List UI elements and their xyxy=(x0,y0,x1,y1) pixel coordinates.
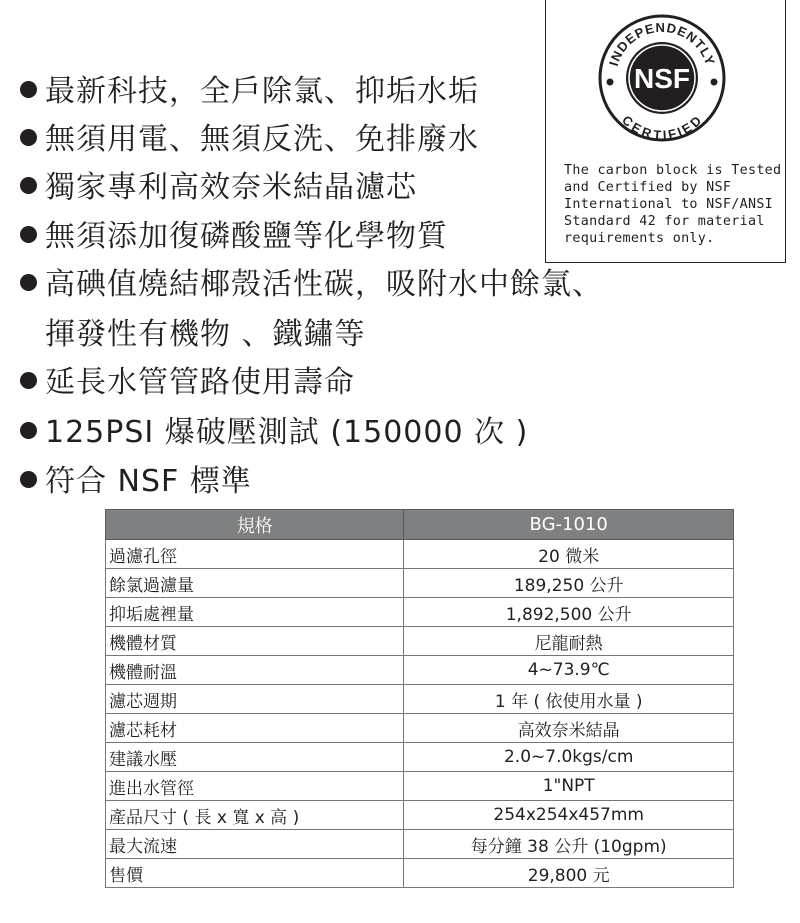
feature-text: 揮發性有機物 、鐵鏽等 xyxy=(45,317,366,352)
spec-label: 餘氯過濾量 xyxy=(106,569,404,598)
feature-item xyxy=(20,363,355,403)
svg-text:CERTIFIED xyxy=(619,112,705,142)
bullet-icon xyxy=(20,471,37,488)
feature-item-continued xyxy=(45,315,366,355)
spec-header-label: 規格 xyxy=(106,510,404,540)
bullet-icon xyxy=(20,129,37,146)
feature-item xyxy=(20,168,417,208)
feature-text: 無須用電、無須反洗、免排廢水 xyxy=(45,122,479,157)
nsf-certified-seal-icon xyxy=(596,12,728,144)
bullet-icon xyxy=(20,422,37,439)
feature-text: 延長水管管路使用壽命 xyxy=(45,365,355,400)
spec-label: 產品尺寸 ( 長 x 寬 x 高 ) xyxy=(106,801,404,830)
table-row xyxy=(106,598,734,627)
feature-text: 125PSI 爆破壓測試 (150000 次 ) xyxy=(45,415,529,450)
bullet-icon xyxy=(20,274,37,291)
nsf-ring-top-text: INDEPENDENTLY xyxy=(605,19,719,68)
table-row xyxy=(106,830,734,859)
spec-label: 機體材質 xyxy=(106,627,404,656)
spec-value: 高效奈米結晶 xyxy=(404,714,734,743)
spec-table xyxy=(105,509,734,888)
table-row xyxy=(106,685,734,714)
spec-label: 售價 xyxy=(106,859,404,888)
feature-item xyxy=(20,217,448,257)
table-row xyxy=(106,540,734,569)
spec-value: 1,892,500 公升 xyxy=(404,598,734,627)
feature-item xyxy=(20,413,528,453)
spec-label: 建議水壓 xyxy=(106,743,404,772)
spec-value: 2.0~7.0kgs/cm xyxy=(404,743,734,772)
nsf-caption xyxy=(564,162,782,247)
nsf-caption-line: and Certified by NSF xyxy=(564,180,732,195)
spec-table-header xyxy=(106,510,734,540)
bullet-icon xyxy=(20,372,37,389)
nsf-certification-box xyxy=(545,0,786,263)
feature-text: 高碘值燒結椰殼活性碳，吸附水中餘氯、 xyxy=(45,267,603,302)
nsf-logo-text: NSF xyxy=(634,63,690,94)
bullet-icon xyxy=(20,177,37,194)
table-row xyxy=(106,656,734,685)
feature-text: 最新科技，全戶除氯、抑垢水垢 xyxy=(45,74,479,109)
feature-item xyxy=(20,462,252,502)
spec-value: 20 微米 xyxy=(404,540,734,569)
spec-label: 濾芯耗材 xyxy=(106,714,404,743)
nsf-caption-line: The carbon block is Tested xyxy=(564,163,782,178)
spec-label: 抑垢處裡量 xyxy=(106,598,404,627)
spec-header-model: BG-1010 xyxy=(404,510,734,540)
spec-value: 1"NPT xyxy=(404,772,734,801)
spec-label: 過濾孔徑 xyxy=(106,540,404,569)
spec-value: 4~73.9℃ xyxy=(404,656,734,685)
bullet-icon xyxy=(20,81,37,98)
feature-item xyxy=(20,120,479,160)
table-row xyxy=(106,627,734,656)
nsf-caption-line: requirements only. xyxy=(564,231,715,246)
feature-text: 符合 NSF 標準 xyxy=(45,464,252,499)
spec-value: 254x254x457mm xyxy=(404,801,734,830)
nsf-caption-line: Standard 42 for material xyxy=(564,214,765,229)
spec-value: 189,250 公升 xyxy=(404,569,734,598)
table-row xyxy=(106,569,734,598)
spec-value: 1 年 ( 依使用水量 ) xyxy=(404,685,734,714)
nsf-caption-line: International to NSF/ANSI xyxy=(564,197,774,212)
spec-value: 29,800 元 xyxy=(404,859,734,888)
spec-label: 進出水管徑 xyxy=(106,772,404,801)
feature-text: 無須添加復磷酸鹽等化學物質 xyxy=(45,219,448,254)
spec-value: 每分鐘 38 公升 (10gpm) xyxy=(404,830,734,859)
spec-label: 機體耐溫 xyxy=(106,656,404,685)
table-row xyxy=(106,743,734,772)
nsf-ring-bottom-text: CERTIFIED xyxy=(619,112,705,143)
feature-text: 獨家專利高效奈米結晶濾芯 xyxy=(45,170,417,205)
spec-value: 尼龍耐熱 xyxy=(404,627,734,656)
spec-label: 最大流速 xyxy=(106,830,404,859)
bullet-icon xyxy=(20,226,37,243)
table-row xyxy=(106,801,734,830)
table-row xyxy=(106,859,734,888)
spec-label: 濾芯週期 xyxy=(106,685,404,714)
table-row xyxy=(106,772,734,801)
table-row xyxy=(106,714,734,743)
feature-item xyxy=(20,265,603,305)
feature-item xyxy=(20,72,479,112)
